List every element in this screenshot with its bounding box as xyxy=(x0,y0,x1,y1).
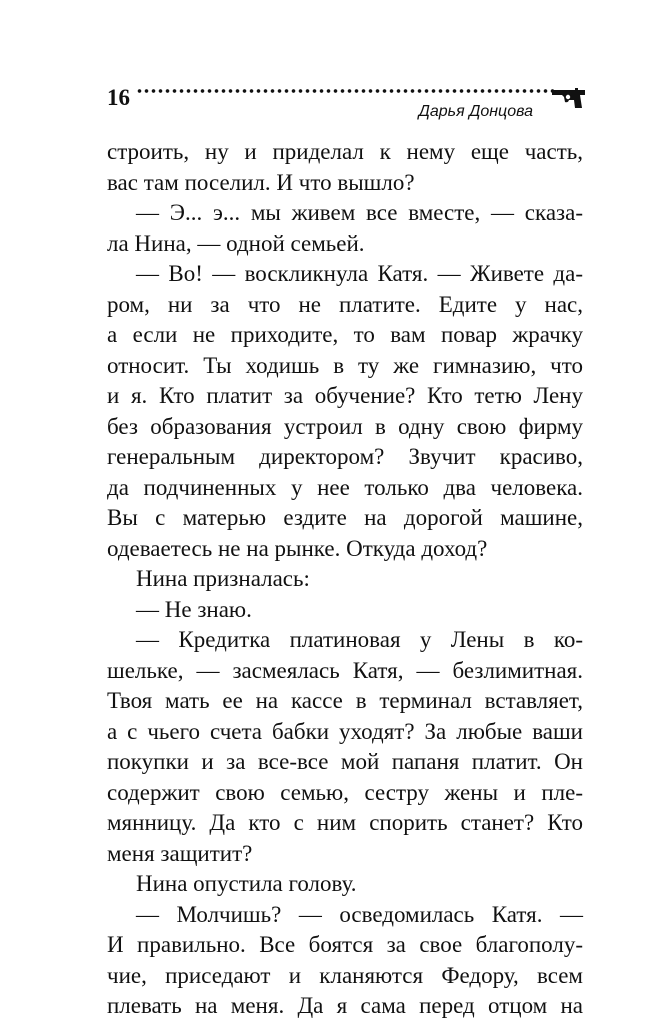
page-number: 16 xyxy=(107,85,130,110)
text-line: Вы с матерью ездите на дорогой машине, xyxy=(107,505,583,530)
text-line: чие, приседают и кланяются Федору, всем xyxy=(107,962,583,988)
text-line: Твоя мать ее на кассе в терминал вставляет, xyxy=(107,688,583,713)
text-line: а если не приходите, то вам повар жрачку xyxy=(107,322,583,347)
text-line: а с чьего счета бабки уходят? За любые ваши xyxy=(107,718,583,744)
text-line: покупки и за все-все мой папаня платит. Он xyxy=(107,749,583,774)
text-line: без образования устроил в одну свою фирму xyxy=(107,413,583,439)
running-header xyxy=(0,0,661,130)
dotted-rule xyxy=(136,88,556,94)
text-line: — Во! — воскликнула Катя. — Живете да- xyxy=(136,261,583,286)
text-line: относит. Ты ходишь в ту же гимназию, что xyxy=(107,352,583,378)
text-line: содержит свою семью, сестру жены и пле- xyxy=(107,779,583,805)
text-line: одеваетесь не на рынке. Откуда доход? xyxy=(107,535,488,561)
text-line: Нина опустила голову. xyxy=(136,871,357,896)
text-line: генеральным директором? Звучит красиво, xyxy=(107,444,583,469)
text-line: И правильно. Все боятся за свое благополу- xyxy=(107,932,583,957)
text-line: вас там поселил. И что вышло? xyxy=(107,169,415,195)
text-line: Нина призналась: xyxy=(136,566,310,591)
text-line: ла Нина, — одной семьей. xyxy=(107,230,365,256)
text-line: — Не знаю. xyxy=(136,596,252,622)
text-line: мянницу. Да кто с ним спорить станет? Кто xyxy=(107,810,583,835)
text-line: плевать на меня. Да я сама перед отцом на xyxy=(107,993,583,1018)
body-text xyxy=(107,137,583,1022)
text-line: — Э... э... мы живем все вместе, — сказа- xyxy=(136,200,583,225)
text-line: — Кредитка платиновая у Лены в ко- xyxy=(136,627,583,652)
text-line: меня защитит? xyxy=(107,840,253,866)
text-line: строить, ну и приделал к нему еще часть, xyxy=(107,139,583,164)
text-line: и я. Кто платит за обучение? Кто тетю Лену xyxy=(107,383,583,408)
revolver-icon xyxy=(551,84,587,110)
text-line: ром, ни за что не платите. Едите у нас, xyxy=(107,291,583,317)
text-line: да подчиненных у нее только два человека. xyxy=(107,474,583,500)
text-line: шельке, — засмеялась Катя, — безлимитная. xyxy=(107,657,583,683)
running-head-author: Дарья Донцова xyxy=(418,103,533,120)
text-line: — Молчишь? — осведомилась Катя. — xyxy=(136,901,583,927)
